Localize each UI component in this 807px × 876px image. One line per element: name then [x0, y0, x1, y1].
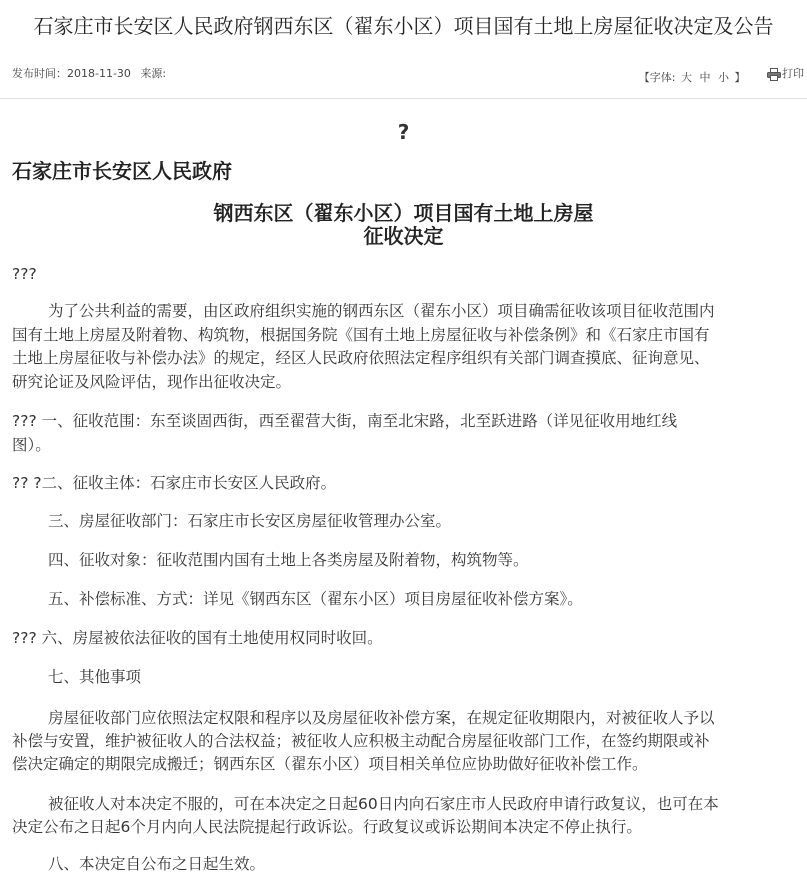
body-line: 土地上房屋征收与补偿办法》的规定，经区人民政府依照法定程序组织有关部门调查摸底、征询意见、 — [12, 349, 710, 367]
issuing-authority: 石家庄市长安区人民政府 — [12, 159, 232, 183]
body-line: 四、征收对象：征收范围内国有土地上各类房屋及附着物，构筑物等。 — [48, 551, 529, 569]
body-line: 被征收人对本决定不服的，可在本决定之日起60日内向石家庄市人民政府申请行政复议，也可在本 — [48, 795, 719, 813]
font-size-medium-link[interactable]: 中 — [699, 70, 711, 84]
font-size-suffix: 】 — [734, 70, 746, 84]
body-line: ??? 六、房屋被依法征收的国有土地使用权同时收回。 — [12, 629, 383, 647]
body-line: 研究论证及风险评估，现作出征收决定。 — [12, 373, 292, 391]
body-line: 决定公布之日起6个月内向人民法院提起行政诉讼。行政复议或诉讼期间本决定不停止执行。 — [12, 818, 642, 836]
decision-title-line-1: 钢西东区（翟东小区）项目国有土地上房屋 — [213, 201, 594, 225]
source-label: 来源: — [140, 67, 167, 80]
body-line: 五、补偿标准、方式：详见《钢西东区（翟东小区）项目房屋征收补偿方案》。 — [48, 590, 583, 608]
body-line: 偿决定确定的期限完成搬迁；钢西东区（翟东小区）项目相关单位应协助做好征收补偿工作。 — [12, 755, 648, 773]
body-line: 国有土地上房屋及附着物、构筑物，根据国务院《国有土地上房屋征收与补偿条例》和《石家庄市国有 — [12, 326, 710, 344]
body-line: 图）。 — [12, 436, 51, 454]
print-button[interactable] — [767, 64, 804, 84]
font-size-large-link[interactable]: 大 — [681, 70, 692, 84]
body-line: 七、其他事项 — [48, 668, 142, 686]
decision-title-line-2: 征收决定 — [363, 224, 444, 248]
body-line: 三、房屋征收部门：石家庄市长安区房屋征收管理办公室。 — [48, 512, 452, 530]
body-line: 补偿与安置，维护被征收人的合法权益；被征收人应积极主动配合房屋征收部门工作，在签约期限或补 — [12, 732, 710, 750]
publish-time: 发布时间：2018-11-30 — [12, 67, 131, 80]
placeholder-mark: ? — [397, 120, 410, 144]
article-title: 石家庄市长安区人民政府钢西东区（翟东小区）项目国有土地上房屋征收决定及公告 — [33, 14, 774, 38]
body-line: 房屋征收部门应依照法定权限和程序以及房屋征收补偿方案，在规定征收期限内，对被征收人予以 — [48, 709, 715, 727]
font-size-control — [639, 71, 749, 84]
title-divider — [0, 98, 807, 99]
font-size-prefix: 【字体: — [638, 70, 676, 84]
body-line: ??? 一、征收范围：东至谈固西街，西至翟营大街，南至北宋路，北至跃进路（详见征收用地红线 — [12, 412, 678, 430]
body-line: 为了公共利益的需要，由区政府组织实施的钢西东区（翟东小区）项目确需征收该项目征收范围内 — [48, 302, 715, 320]
body-line: ??? — [12, 265, 37, 283]
article-tools — [639, 64, 804, 88]
article-meta-bar — [0, 64, 807, 84]
body-line: 八、本决定自公布之日起生效。 — [48, 855, 266, 873]
font-size-small-link[interactable]: 小 — [718, 70, 729, 84]
body-line: ?? ?二、征收主体：石家庄市长安区人民政府。 — [12, 474, 337, 492]
print-label: 打印 — [782, 67, 804, 80]
printer-icon — [767, 68, 781, 81]
article-meta — [12, 64, 172, 84]
